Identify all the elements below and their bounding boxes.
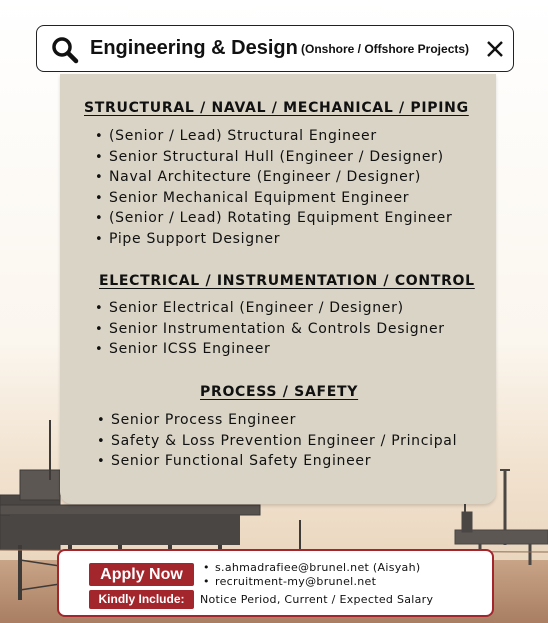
job-item: • Senior Structural Hull (Engineer / Designer) (95, 148, 444, 165)
contact-email-link[interactable]: s.ahmadrafiee@brunel.net (Aisyah) (215, 561, 421, 574)
job-item: • Senior Mechanical Equipment Engineer (95, 189, 410, 206)
job-item: • Senior Process Engineer (97, 412, 297, 428)
application-footer (57, 549, 494, 617)
search-bar[interactable] (36, 25, 514, 72)
kindly-include-label: Kindly Include: (89, 590, 194, 609)
search-query-title: Engineering & Design (90, 37, 298, 59)
job-item: • Senior Instrumentation & Controls Designer (95, 320, 445, 337)
include-requirements-text: Notice Period, Current / Expected Salary (200, 593, 434, 606)
job-item: • Senior Electrical (Engineer / Designer) (95, 300, 404, 316)
job-item: • (Senior / Lead) Structural Engineer (95, 128, 377, 144)
job-item: • Safety & Loss Prevention Engineer / Principal (97, 432, 458, 449)
job-item: • Senior ICSS Engineer (95, 341, 271, 357)
job-listing-card (60, 74, 496, 504)
job-list-process (97, 410, 457, 472)
job-item: • (Senior / Lead) Rotating Equipment Engineer (95, 210, 453, 226)
job-item: • Pipe Support Designer (95, 230, 281, 247)
job-item: • Naval Architecture (Engineer / Designer) (95, 169, 422, 185)
contact-email-item: • recruitment-my@brunel.net (203, 575, 377, 588)
job-list-structural (95, 126, 452, 249)
job-list-electrical (95, 298, 445, 360)
section-heading-structural: STRUCTURAL / NAVAL / MECHANICAL / PIPING (84, 100, 469, 116)
close-icon[interactable] (486, 40, 504, 58)
search-icon[interactable] (51, 36, 79, 64)
contact-email-item: • s.ahmadrafiee@brunel.net (Aisyah) (203, 561, 421, 574)
apply-now-button[interactable]: Apply Now (89, 563, 194, 586)
job-item: • Senior Functional Safety Engineer (97, 453, 372, 469)
contact-email-link[interactable]: recruitment-my@brunel.net (215, 575, 377, 588)
search-query-subtitle: (Onshore / Offshore Projects) (301, 42, 470, 56)
section-heading-electrical: ELECTRICAL / INSTRUMENTATION / CONTROL (99, 273, 475, 289)
section-heading-process: PROCESS / SAFETY (200, 384, 359, 400)
